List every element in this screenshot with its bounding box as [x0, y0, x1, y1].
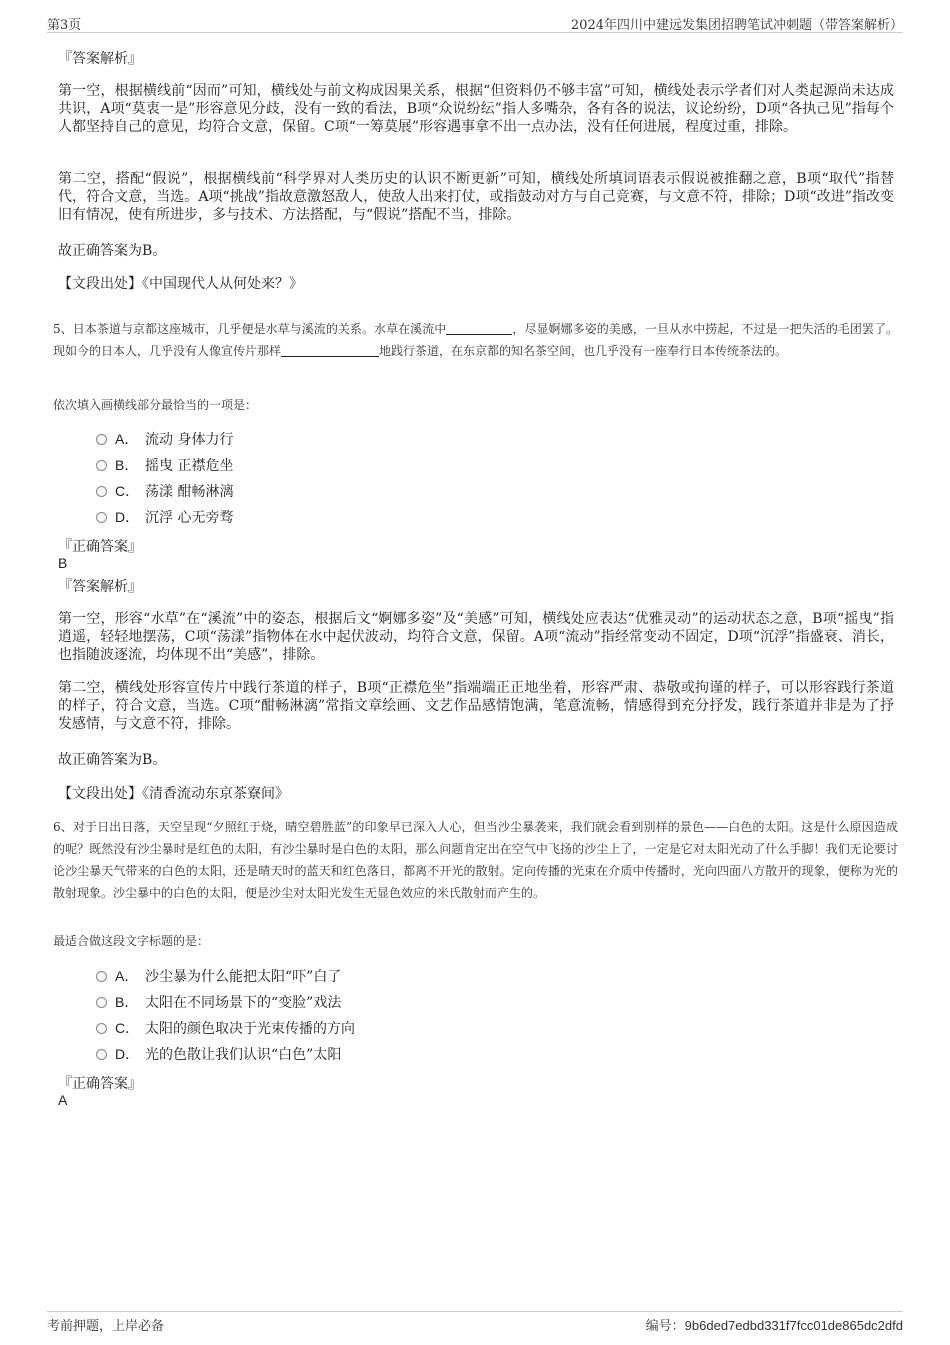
radio-icon[interactable]	[96, 434, 107, 445]
option-b[interactable]: B． 摇曳 正襟危坐	[96, 455, 233, 475]
option-d[interactable]: D． 沉浮 心无旁骛	[96, 507, 233, 527]
correct-answer: B	[58, 555, 68, 571]
correct-answer-heading: 『正确答案』	[58, 1076, 142, 1092]
option-c[interactable]: C． 太阳的颜色取决于光束传播的方向	[96, 1018, 355, 1038]
document-code: 编号：9b6ded7edbd331f7fcc01de865dc2dfd	[645, 1318, 903, 1334]
question-6-prompt: 最适合做这段文字标题的是：	[53, 934, 210, 948]
question-5-text: 5、日本茶道与京都这座城市，几乎便是水草与溪流的关系。水草在溪流中 ，尽显婀娜多姿的美感，一旦从水中捞起，不过是一把失活的毛团罢了。现如今的日本人，几乎没有人像宣传片那样 地践行茶道，在东京都的知名茶空间，也几乎没有一座奉行日本传统茶法的。	[53, 322, 898, 358]
question-6-text: 6、对于日出日落，天空呈现“夕照红于烧，晴空碧胜蓝”的印象早已深入人心，但当沙尘暴袭来，我们就会看到别样的景色——白色的太阳。这是什么原因造成的呢？既然没有沙尘暴时是红色的太阳，有沙尘暴时是白色的太阳，那么问题肯定出在空气中飞扬的沙尘上了，一定是它对太阳光动了什么手脚！我们无论要讨论沙尘暴天气带来的白色的太阳，还是晴天时的蓝天和红色落日，都离不开光的散射。定向传播的光束在介质中传播时，光向四面八方散开的现象，便称为光的散射现象。沙尘暴中的白色的太阳，便是沙尘对太阳光发生无显色效应的米氏散射而产生的。	[53, 820, 898, 900]
radio-icon[interactable]	[96, 1049, 107, 1060]
document-title: 2024年四川中建远发集团招聘笔试冲刺题（带答案解析）	[570, 18, 903, 33]
blank-1	[446, 320, 512, 335]
conclusion: 故正确答案为B。	[58, 243, 167, 259]
question-5-prompt: 依次填入画横线部分最恰当的一项是：	[53, 398, 258, 412]
correct-answer-heading: 『正确答案』	[58, 539, 142, 555]
analysis-paragraph-1: 第一空，形容“水草”在“溪流”中的姿态，根据后文“婀娜多姿”及“美感”可知，横线处应表达“优雅灵动”的运动状态之意，B项“摇曳”指逍遥，轻轻地摆荡，C项“荡漾”指物体在水中起伏波动，均符合文意，保留。A项“流动”指经常变动不固定，D项“沉浮”指盛衰、消长，也指随波逐流，均体现不出“美感”，排除。	[58, 611, 894, 663]
option-a[interactable]: A． 沙尘暴为什么能把太阳“吓”白了	[96, 966, 341, 986]
page-number: 第3页	[47, 18, 82, 33]
radio-icon[interactable]	[96, 512, 107, 523]
option-a[interactable]: A． 流动 身体力行	[96, 429, 233, 449]
blank-2	[281, 342, 379, 357]
radio-icon[interactable]	[96, 1023, 107, 1034]
option-d[interactable]: D． 光的色散让我们认识“白色”太阳	[96, 1044, 341, 1064]
analysis-paragraph-2: 第二空，搭配“假说”，根据横线前“科学界对人类历史的认识不断更新”可知，横线处所填词语表示假说被推翻之意，B项“取代”指替代，符合文意，当选。A项“挑战”指故意激怒敌人，使敌人出来打仗，或指鼓动对方与自己竞赛，与文意不符，排除；D项“改进”指改变旧有情况，使有所进步，多与技术、方法搭配，与“假说”搭配不当，排除。	[58, 171, 894, 223]
page-footer	[47, 1311, 903, 1334]
analysis-heading: 『答案解析』	[58, 51, 142, 67]
conclusion: 故正确答案为B。	[58, 752, 167, 768]
option-b[interactable]: B． 太阳在不同场景下的“变脸”戏法	[96, 992, 341, 1012]
source-citation: 【文段出处】《清香流动东京茶寮间》	[58, 786, 289, 802]
analysis-heading: 『答案解析』	[58, 579, 142, 595]
analysis-paragraph-1: 第一空，根据横线前“因而”可知，横线处与前文构成因果关系，根据“但资料仍不够丰富”可知，横线处表示学者们对人类起源尚未达成共识，A项“莫衷一是”形容意见分歧，没有一致的看法，B项“众说纷纭”指人多嘴杂，各有各的说法，议论纷纷，D项“各执己见”指每个人都坚持自己的意见，均符合文意，保留。C项“一筹莫展”形容遇事拿不出一点办法，没有任何进展，程度过重，排除。	[58, 83, 894, 135]
page-header	[47, 12, 903, 33]
radio-icon[interactable]	[96, 460, 107, 471]
footer-slogan: 考前押题，上岸必备	[47, 1319, 165, 1334]
radio-icon[interactable]	[96, 971, 107, 982]
analysis-paragraph-2: 第二空，横线处形容宣传片中践行茶道的样子，B项“正襟危坐”指端端正正地坐着，形容严肃、恭敬或拘谨的样子，可以形容践行茶道的样子，符合文意，当选。C项“酣畅淋漓”常指文章绘画、文艺作品感情饱满，笔意流畅，情感得到充分抒发，践行茶道并非是为了抒发感情，与文意不符，排除。	[58, 680, 894, 732]
correct-answer: A	[58, 1092, 68, 1108]
radio-icon[interactable]	[96, 997, 107, 1008]
radio-icon[interactable]	[96, 486, 107, 497]
option-c[interactable]: C． 荡漾 酣畅淋漓	[96, 481, 233, 501]
source-citation: 【文段出处】《中国现代人从何处来？》	[58, 276, 303, 292]
